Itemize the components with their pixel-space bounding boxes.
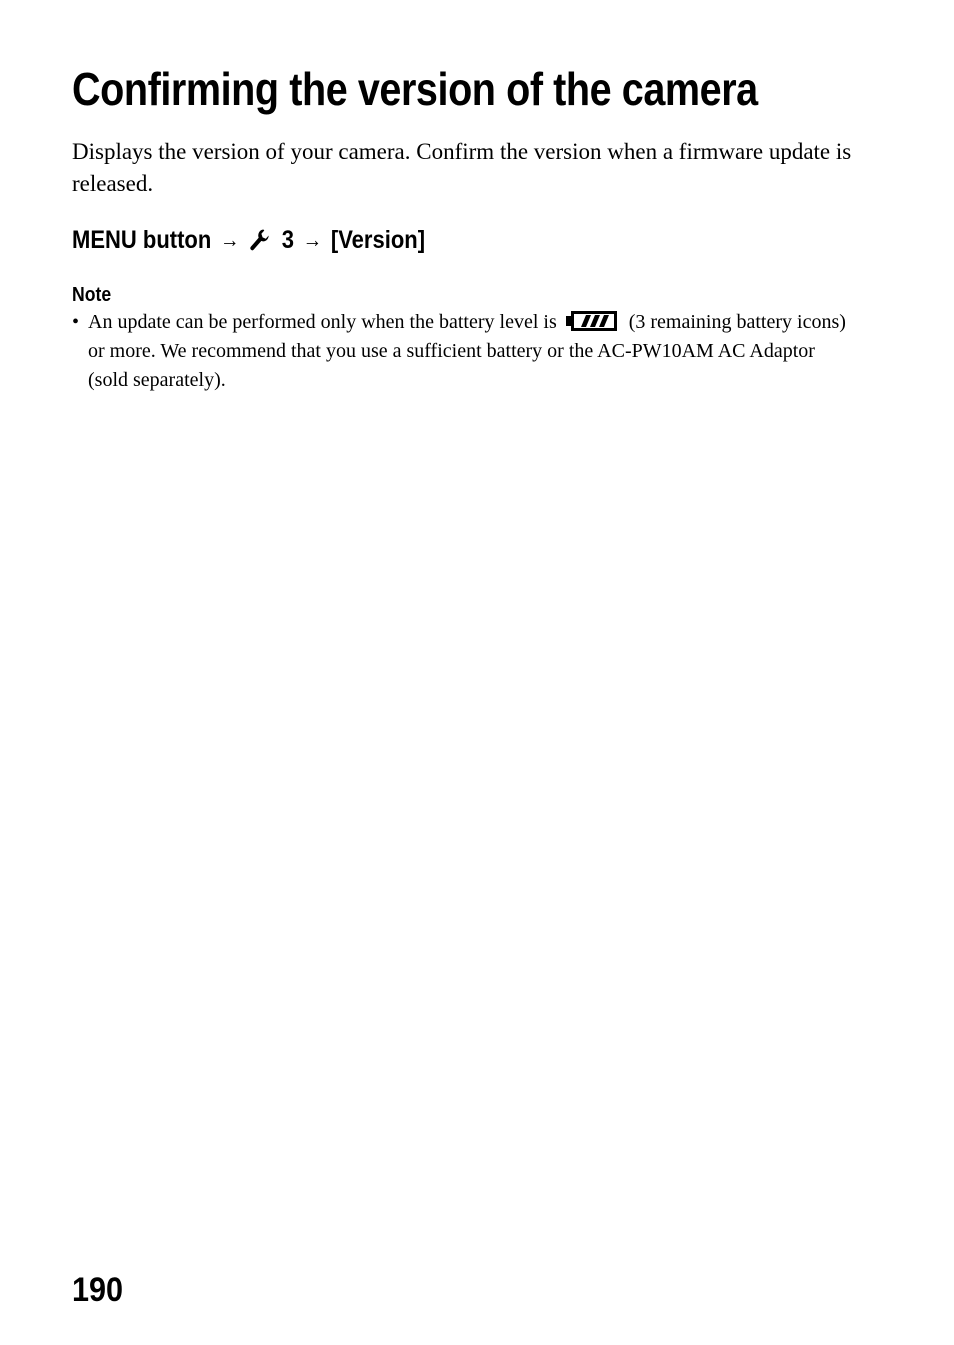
setup-tab-number: 3 [281,226,294,254]
battery-3-bars-icon [566,310,618,332]
menu-button-label: MENU button [72,226,212,254]
note-item [72,308,852,395]
version-menu-item: [Version] [330,226,426,254]
bullet: • [72,311,80,333]
wrench-icon [248,227,271,253]
page-title: Confirming the version of the camera [72,63,758,115]
page-number: 190 [72,1271,124,1309]
arrow-right-icon: → [302,227,323,252]
intro-paragraph: Displays the version of your camera. Confirm the version when a firmware update is released. [72,139,852,196]
arrow-right-icon: → [220,227,240,252]
note-list [72,308,852,395]
note-heading: Note [72,284,112,306]
note-text-before-icon: An update can be performed only when the battery level is [88,311,557,333]
note-text-after-icon: (3 remaining battery icons) or more. We recommend that you use a sufficient battery or the AC-PW10AM AC Adaptor (sold separately). [88,311,846,391]
menu-path [72,222,425,258]
